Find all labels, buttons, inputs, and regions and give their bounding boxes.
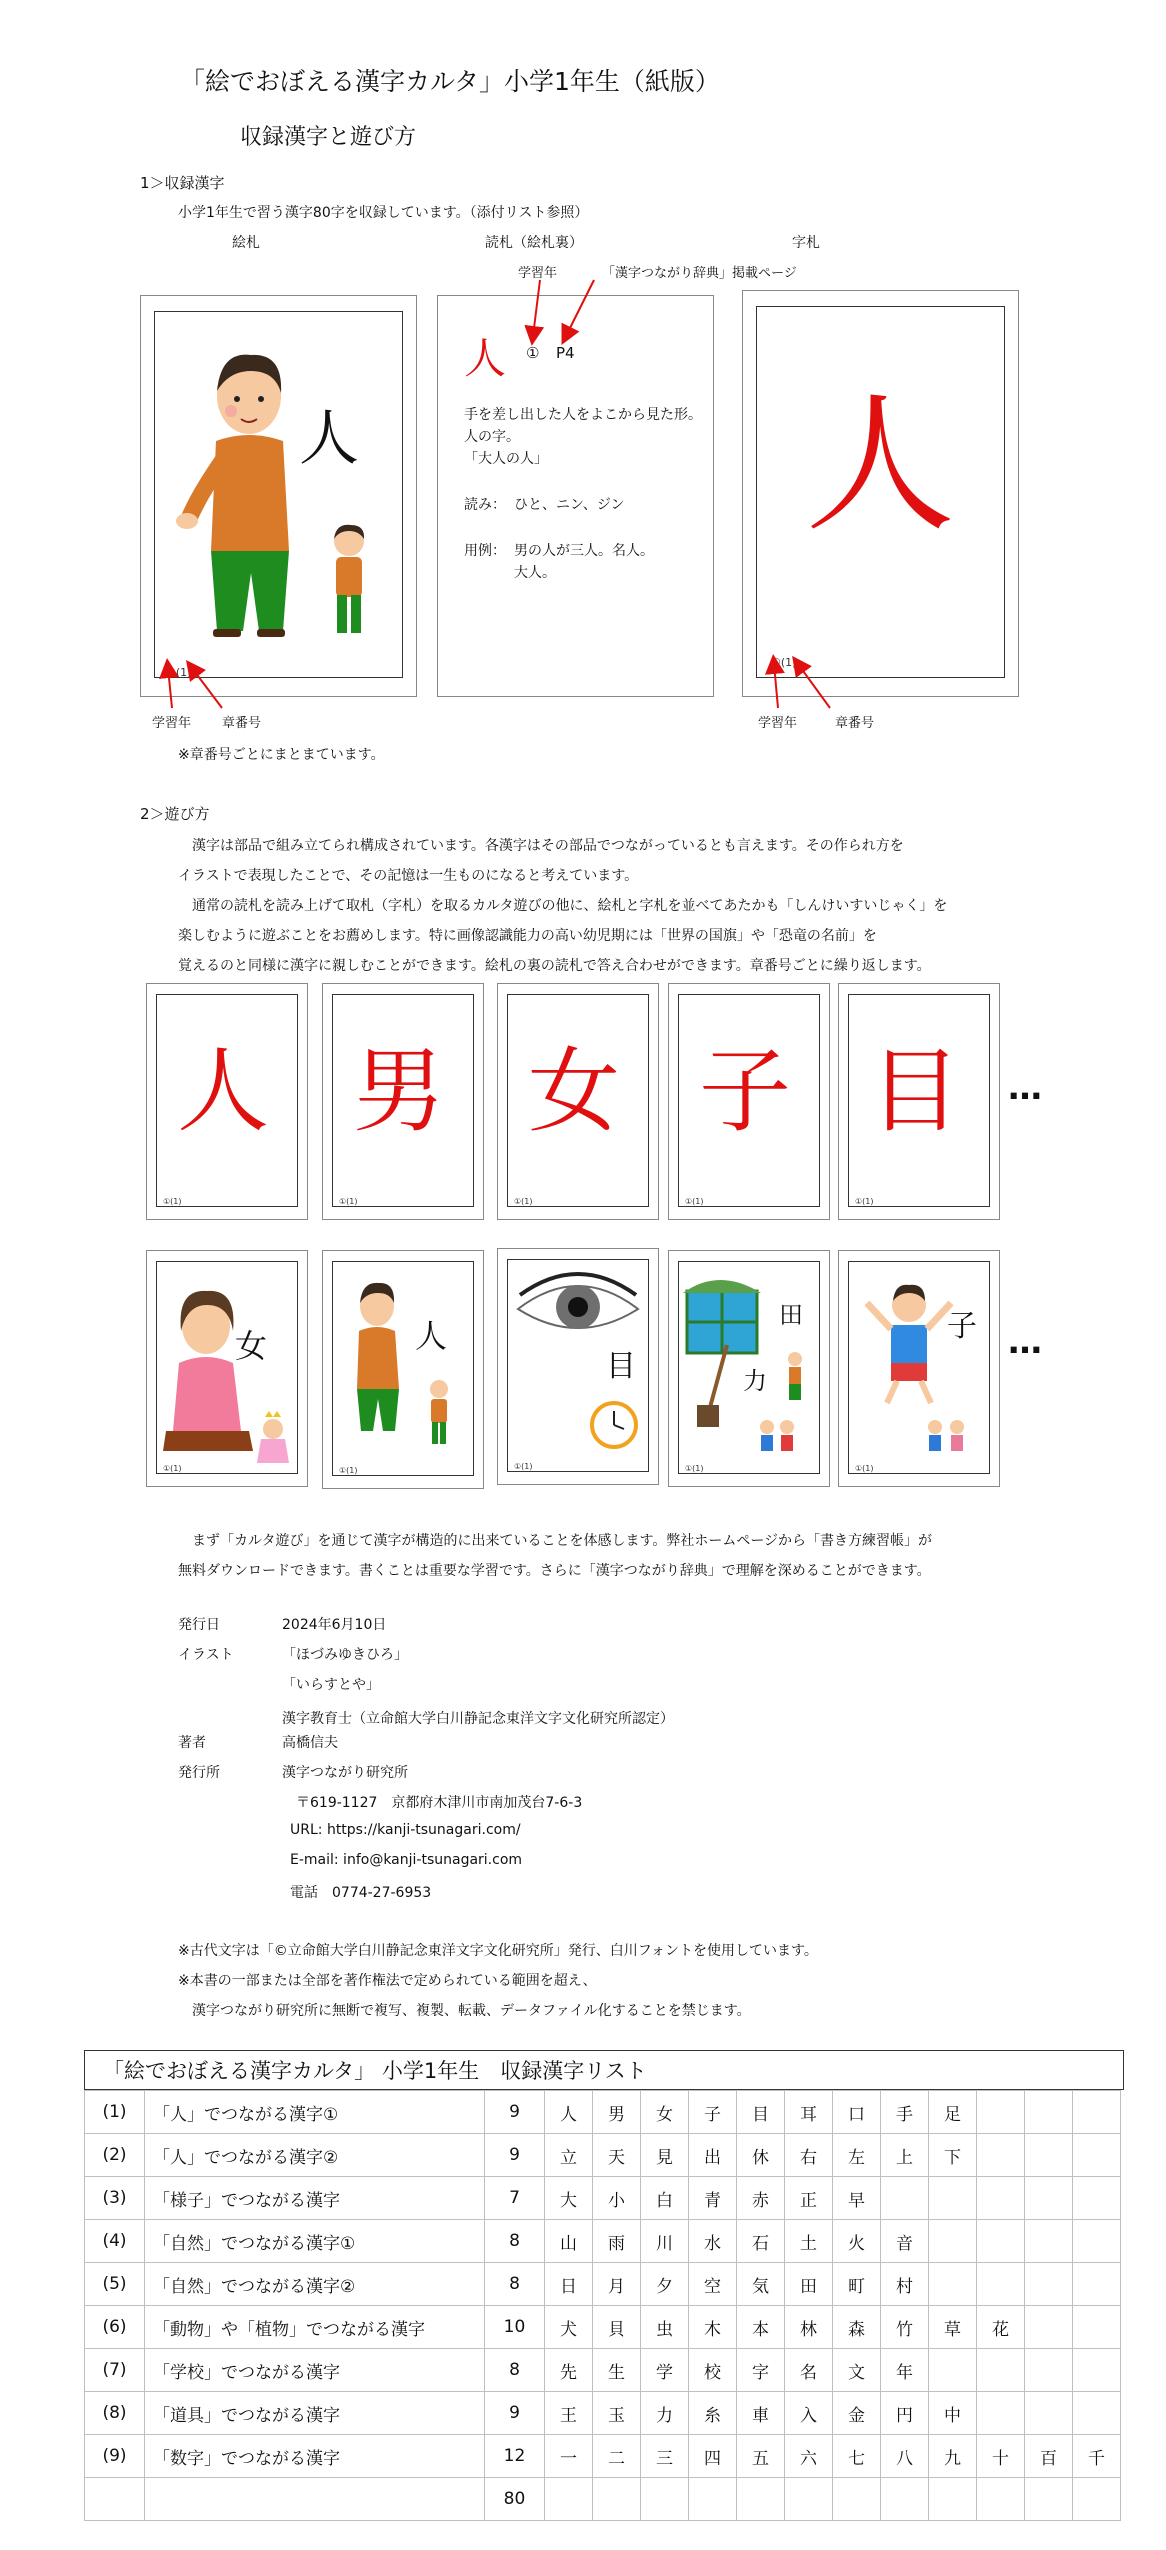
picture-card-field <box>668 1250 830 1487</box>
picture-card-kanji: 人 <box>415 1317 448 1355</box>
row-group-name: 「人」でつながる漢字② <box>145 2134 485 2177</box>
picture-card-child <box>838 1250 1000 1487</box>
kanji-cell: 石 <box>737 2220 785 2263</box>
kanji-cell: 貝 <box>593 2306 641 2349</box>
letter-card-kanji: 男 <box>353 1038 446 1145</box>
row-group-name: 「人」でつながる漢字① <box>145 2091 485 2134</box>
row-group-name: 「数字」でつながる漢字 <box>145 2435 485 2478</box>
section2-para3: 通常の読札を読み上げて取札（字札）を取るカルタ遊びの他に、絵札と字札を並べてあたかも「しんけいすいじゃく」を <box>192 898 948 914</box>
empty-cell <box>145 2478 485 2521</box>
kanji-cell: 音 <box>881 2220 929 2263</box>
kanji-cell: 字 <box>737 2349 785 2392</box>
more-ellipsis: … <box>1008 1068 1044 1108</box>
kanji-cell <box>1073 2220 1121 2263</box>
letter-card <box>497 983 659 1220</box>
page-title: 「絵でおぼえる漢字カルタ」小学1年生（紙版） <box>180 67 720 96</box>
row-count: 8 <box>485 2263 545 2306</box>
kanji-cell: 耳 <box>785 2091 833 2134</box>
kanji-cell: 花 <box>977 2306 1025 2349</box>
empty-cell <box>929 2478 977 2521</box>
row-number: (2) <box>85 2134 145 2177</box>
reading-label: 読み： <box>464 497 506 513</box>
kanji-cell: 文 <box>833 2349 881 2392</box>
letter-card <box>322 983 484 1220</box>
kanji-cell: 雨 <box>593 2220 641 2263</box>
empty-cell <box>881 2478 929 2521</box>
pub-author-label: 著者 <box>178 1735 206 1751</box>
empty-cell <box>737 2478 785 2521</box>
note-3: 漢字つながり研究所に無断で複写、複製、転載、データファイル化することを禁じます。 <box>192 2003 751 2019</box>
picture-card-code: ①(1) <box>685 1464 704 1473</box>
picture-card-code: ①(1) <box>339 1466 358 1475</box>
empty-cell <box>785 2478 833 2521</box>
section2-para4: 楽しむように遊ぶことをお薦めします。特に画像認識能力の高い幼児期には「世界の国旗」や「恐竜の名前」を <box>178 928 877 944</box>
kanji-cell: 水 <box>689 2220 737 2263</box>
empty-cell <box>833 2478 881 2521</box>
kanji-cell <box>977 2392 1025 2435</box>
row-number: (9) <box>85 2435 145 2478</box>
kanji-cell: 六 <box>785 2435 833 2478</box>
picture-card-code: ①(1) <box>166 666 192 679</box>
kanji-cell <box>929 2220 977 2263</box>
label-chapter-right: 章番号 <box>835 716 875 731</box>
kanji-cell: 三 <box>641 2435 689 2478</box>
row-count: 8 <box>485 2349 545 2392</box>
kanji-cell <box>1025 2349 1073 2392</box>
kanji-cell: 草 <box>929 2306 977 2349</box>
pub-date-label: 発行日 <box>178 1617 220 1633</box>
kanji-cell: 休 <box>737 2134 785 2177</box>
kanji-cell: 田 <box>785 2263 833 2306</box>
kanji-cell: 大 <box>545 2177 593 2220</box>
section1-desc: 小学1年生で習う漢字80字を収録しています。（添付リスト参照） <box>178 205 589 221</box>
section2-para5: 覚えるのと同様に漢字に親しむことができます。絵札の裏の読札で答え合わせができます。章番号ごとに繰り返します。 <box>178 958 931 974</box>
kanji-cell: 手 <box>881 2091 929 2134</box>
man-illustration <box>337 1271 469 1471</box>
kanji-cell: 年 <box>881 2349 929 2392</box>
kanji-cell: 青 <box>689 2177 737 2220</box>
reading-card-line3: 「大人の人」 <box>464 451 548 467</box>
letter-card <box>146 983 308 1220</box>
picture-card-person <box>322 1250 484 1489</box>
row-number: (3) <box>85 2177 145 2220</box>
row-group-name: 「様子」でつながる漢字 <box>145 2177 485 2220</box>
pub-illust-label: イラスト <box>178 1647 234 1663</box>
row-count: 9 <box>485 2134 545 2177</box>
kanji-cell <box>1073 2263 1121 2306</box>
pub-publisher-label: 発行所 <box>178 1765 220 1781</box>
kanji-cell: 空 <box>689 2263 737 2306</box>
row-group-name: 「自然」でつながる漢字② <box>145 2263 485 2306</box>
row-group-name: 「自然」でつながる漢字① <box>145 2220 485 2263</box>
annotation-arrows <box>0 0 1166 760</box>
reading-card-line1: 手を差し出した人をよこから見た形。 <box>464 407 702 423</box>
example-value: 男の人が三人。名人。 <box>514 543 654 559</box>
kanji-cell: 足 <box>929 2091 977 2134</box>
kanji-cell: 月 <box>593 2263 641 2306</box>
kanji-cell <box>1073 2177 1121 2220</box>
kanji-cell: 夕 <box>641 2263 689 2306</box>
kanji-cell: 五 <box>737 2435 785 2478</box>
kanji-cell: 小 <box>593 2177 641 2220</box>
kanji-cell: 早 <box>833 2177 881 2220</box>
section1-note: ※章番号ごとにまとまています。 <box>178 747 385 763</box>
woman-illustration <box>161 1271 293 1471</box>
kanji-cell: 人 <box>545 2091 593 2134</box>
kanji-cell: 玉 <box>593 2392 641 2435</box>
row-group-name: 「学校」でつながる漢字 <box>145 2349 485 2392</box>
kanji-cell <box>1025 2091 1073 2134</box>
kanji-cell <box>1073 2392 1121 2435</box>
kanji-cell <box>977 2263 1025 2306</box>
kanji-cell: 犬 <box>545 2306 593 2349</box>
kanji-cell <box>929 2263 977 2306</box>
kanji-cell: 九 <box>929 2435 977 2478</box>
kanji-cell: 左 <box>833 2134 881 2177</box>
kanji-cell: 下 <box>929 2134 977 2177</box>
col-reading-label: 読札（絵札裏） <box>485 235 583 251</box>
row-count: 8 <box>485 2220 545 2263</box>
pub-illust-value2: 「いらすとや」 <box>282 1677 380 1693</box>
kanji-cell <box>1073 2306 1121 2349</box>
table-row <box>85 2134 1121 2177</box>
kanji-cell: 生 <box>593 2349 641 2392</box>
col-letter-label: 字札 <box>792 235 820 251</box>
row-number: (6) <box>85 2306 145 2349</box>
row-group-name: 「道具」でつながる漢字 <box>145 2392 485 2435</box>
kanji-cell: 目 <box>737 2091 785 2134</box>
kanji-cell: 日 <box>545 2263 593 2306</box>
pub-url[interactable]: URL: https://kanji-tsunagari.com/ <box>290 1822 521 1838</box>
kanji-cell <box>1025 2263 1073 2306</box>
reading-card-page: P4 <box>556 344 575 362</box>
row-count: 9 <box>485 2392 545 2435</box>
kanji-cell: 子 <box>689 2091 737 2134</box>
kanji-cell <box>1025 2392 1073 2435</box>
kanji-cell <box>1073 2134 1121 2177</box>
kanji-cell: 土 <box>785 2220 833 2263</box>
letter-card-code: ①(1) <box>163 1197 182 1206</box>
reading-card-grade: ① <box>526 344 540 362</box>
col-picture-label: 絵札 <box>232 235 260 251</box>
row-number: (8) <box>85 2392 145 2435</box>
pub-author-value: 高橋信夫 <box>282 1735 338 1751</box>
table-row <box>85 2220 1121 2263</box>
row-number: (4) <box>85 2220 145 2263</box>
kanji-cell: 白 <box>641 2177 689 2220</box>
kanji-cell <box>881 2177 929 2220</box>
table-row <box>85 2306 1121 2349</box>
kanji-cell: 学 <box>641 2349 689 2392</box>
total-count: 80 <box>485 2478 545 2521</box>
kanji-cell: 口 <box>833 2091 881 2134</box>
note-2: ※本書の一部または全部を著作権法で定められている範囲を超え、 <box>178 1973 597 1989</box>
label-chapter-left: 章番号 <box>222 716 262 731</box>
section2-heading: 2＞遊び方 <box>140 805 210 823</box>
empty-cell <box>85 2478 145 2521</box>
table-row <box>85 2392 1121 2435</box>
kanji-cell <box>977 2177 1025 2220</box>
kanji-list-table <box>84 2090 1121 2521</box>
picture-card-kanji: 力 <box>743 1367 767 1395</box>
empty-cell <box>689 2478 737 2521</box>
kanji-cell <box>1025 2134 1073 2177</box>
kanji-cell: 赤 <box>737 2177 785 2220</box>
letter-card-code: ①(1) <box>339 1197 358 1206</box>
kanji-cell: 七 <box>833 2435 881 2478</box>
empty-cell <box>641 2478 689 2521</box>
letter-card-kanji: 人 <box>177 1038 270 1145</box>
pub-publisher-value: 漢字つながり研究所 <box>282 1765 408 1781</box>
kanji-cell: 車 <box>737 2392 785 2435</box>
table-row <box>85 2349 1121 2392</box>
kanji-cell: 糸 <box>689 2392 737 2435</box>
kanji-cell: 王 <box>545 2392 593 2435</box>
pub-postal: 〒619-1127 京都府木津川市南加茂台7-6-3 <box>296 1795 583 1811</box>
kanji-cell: 百 <box>1025 2435 1073 2478</box>
kanji-cell <box>1025 2177 1073 2220</box>
kanji-cell <box>977 2091 1025 2134</box>
page-subtitle: 収録漢字と遊び方 <box>240 125 417 150</box>
letter-card-code: ①(1) <box>514 1197 533 1206</box>
kanji-cell: 名 <box>785 2349 833 2392</box>
pub-illust-value1: 「ほづみゆきひろ」 <box>282 1647 408 1663</box>
kanji-cell: 気 <box>737 2263 785 2306</box>
label-grade-right: 学習年 <box>758 716 798 731</box>
reading-card-kanji: 人 <box>464 334 507 383</box>
section2-para1: 漢字は部品で組み立てられ構成されています。各漢字はその部品でつながっているとも言えます。その作られ方を <box>192 838 904 854</box>
kanji-cell: 村 <box>881 2263 929 2306</box>
picture-card-kanji: 女 <box>235 1327 268 1365</box>
kanji-cell: 火 <box>833 2220 881 2263</box>
kanji-cell: 虫 <box>641 2306 689 2349</box>
letter-card-kanji: 人 <box>805 379 956 553</box>
row-group-name: 「動物」や「植物」でつながる漢字 <box>145 2306 485 2349</box>
kanji-cell: 天 <box>593 2134 641 2177</box>
kanji-cell: 川 <box>641 2220 689 2263</box>
reading-card-line2: 人の字。 <box>464 429 520 445</box>
kanji-cell: 竹 <box>881 2306 929 2349</box>
example-value2: 大人。 <box>514 565 556 581</box>
row-number: (1) <box>85 2091 145 2134</box>
kanji-cell: 十 <box>977 2435 1025 2478</box>
reading-value: ひと、ニン、ジン <box>514 497 625 513</box>
kanji-cell: 先 <box>545 2349 593 2392</box>
picture-card-kanji: 田 <box>779 1301 803 1329</box>
picture-card-woman <box>146 1250 308 1487</box>
empty-cell <box>593 2478 641 2521</box>
kanji-cell <box>1073 2349 1121 2392</box>
row-count: 12 <box>485 2435 545 2478</box>
annot-page-label: 「漢字つながり辞典」掲載ページ <box>602 266 797 281</box>
kanji-cell: 木 <box>689 2306 737 2349</box>
kanji-cell: 千 <box>1073 2435 1121 2478</box>
picture-card-kanji: 人 <box>299 404 359 474</box>
more-ellipsis: … <box>1008 1322 1044 1362</box>
picture-card-eye <box>497 1248 659 1485</box>
kanji-cell: 本 <box>737 2306 785 2349</box>
picture-card-code: ①(1) <box>514 1462 533 1471</box>
letter-card-code: ①(1) <box>855 1197 874 1206</box>
kanji-cell: 森 <box>833 2306 881 2349</box>
kanji-cell: 一 <box>545 2435 593 2478</box>
kanji-list-title: 「絵でおぼえる漢字カルタ」 小学1年生 収録漢字リスト <box>84 2050 1124 2090</box>
row-count: 9 <box>485 2091 545 2134</box>
pub-phone: 電話 0774-27-6953 <box>290 1885 432 1901</box>
table-row <box>85 2263 1121 2306</box>
section1-heading: 1＞収録漢字 <box>140 174 225 192</box>
example-label: 用例： <box>464 543 506 559</box>
empty-cell <box>545 2478 593 2521</box>
kanji-cell <box>1025 2220 1073 2263</box>
section2-para2: イラストで表現したことで、その記憶は一生ものになると考えています。 <box>178 868 639 884</box>
picture-card-kanji: 目 <box>606 1349 636 1384</box>
kanji-cell: 出 <box>689 2134 737 2177</box>
pub-date-value: 2024年6月10日 <box>282 1617 387 1633</box>
empty-cell <box>1025 2478 1073 2521</box>
picture-card-code: ①(1) <box>855 1464 874 1473</box>
kanji-cell: 見 <box>641 2134 689 2177</box>
label-grade-left: 学習年 <box>152 716 192 731</box>
kanji-cell: 町 <box>833 2263 881 2306</box>
kanji-cell: 林 <box>785 2306 833 2349</box>
letter-card-code: ①(1) <box>771 656 797 669</box>
letter-card-kanji: 子 <box>699 1038 792 1145</box>
kanji-cell: 金 <box>833 2392 881 2435</box>
table-row <box>85 2435 1121 2478</box>
empty-cell <box>1073 2478 1121 2521</box>
kanji-cell: 円 <box>881 2392 929 2435</box>
closing-para1: まず「カルタ遊び」を通じて漢字が構造的に出来ていることを体感します。弊社ホームページから「書き方練習帳」が <box>192 1533 933 1549</box>
kanji-cell: 右 <box>785 2134 833 2177</box>
table-row <box>85 2177 1121 2220</box>
pub-email[interactable]: E-mail: info@kanji-tsunagari.com <box>290 1852 523 1868</box>
kanji-cell: 八 <box>881 2435 929 2478</box>
table-total-row <box>85 2478 1121 2521</box>
letter-card-kanji: 女 <box>528 1038 621 1145</box>
kanji-cell <box>977 2134 1025 2177</box>
table-row <box>85 2091 1121 2134</box>
kanji-cell <box>1073 2091 1121 2134</box>
row-count: 10 <box>485 2306 545 2349</box>
pub-author-title: 漢字教育士（立命館大学白川静記念東洋文字文化研究所認定） <box>282 1711 674 1727</box>
kanji-cell: 男 <box>593 2091 641 2134</box>
kanji-cell: 上 <box>881 2134 929 2177</box>
kanji-cell: 入 <box>785 2392 833 2435</box>
kanji-cell: 校 <box>689 2349 737 2392</box>
row-number: (7) <box>85 2349 145 2392</box>
picture-card-code: ①(1) <box>163 1464 182 1473</box>
letter-card <box>838 983 1000 1220</box>
kanji-cell <box>1025 2306 1073 2349</box>
note-1: ※古代文字は「©立命館大学白川静記念東洋文字文化研究所」発行、白川フォントを使用しています。 <box>178 1943 818 1959</box>
kanji-cell: 正 <box>785 2177 833 2220</box>
kanji-cell: 立 <box>545 2134 593 2177</box>
kanji-cell: 二 <box>593 2435 641 2478</box>
empty-cell <box>977 2478 1025 2521</box>
row-number: (5) <box>85 2263 145 2306</box>
kanji-cell <box>929 2177 977 2220</box>
kanji-cell <box>929 2349 977 2392</box>
row-count: 7 <box>485 2177 545 2220</box>
letter-card-code: ①(1) <box>685 1197 704 1206</box>
picture-card-kanji: 子 <box>947 1309 977 1344</box>
annot-grade-label: 学習年 <box>518 266 558 281</box>
letter-card-kanji: 目 <box>869 1038 962 1145</box>
kanji-cell: 山 <box>545 2220 593 2263</box>
letter-card <box>668 983 830 1220</box>
kanji-cell: 中 <box>929 2392 977 2435</box>
kanji-cell: 女 <box>641 2091 689 2134</box>
closing-para2: 無料ダウンロードできます。書くことは重要な学習です。さらに「漢字つながり辞典」で理解を深めることができます。 <box>178 1563 931 1579</box>
kanji-cell <box>977 2349 1025 2392</box>
kanji-cell: 力 <box>641 2392 689 2435</box>
kanji-cell: 四 <box>689 2435 737 2478</box>
kanji-cell <box>977 2220 1025 2263</box>
